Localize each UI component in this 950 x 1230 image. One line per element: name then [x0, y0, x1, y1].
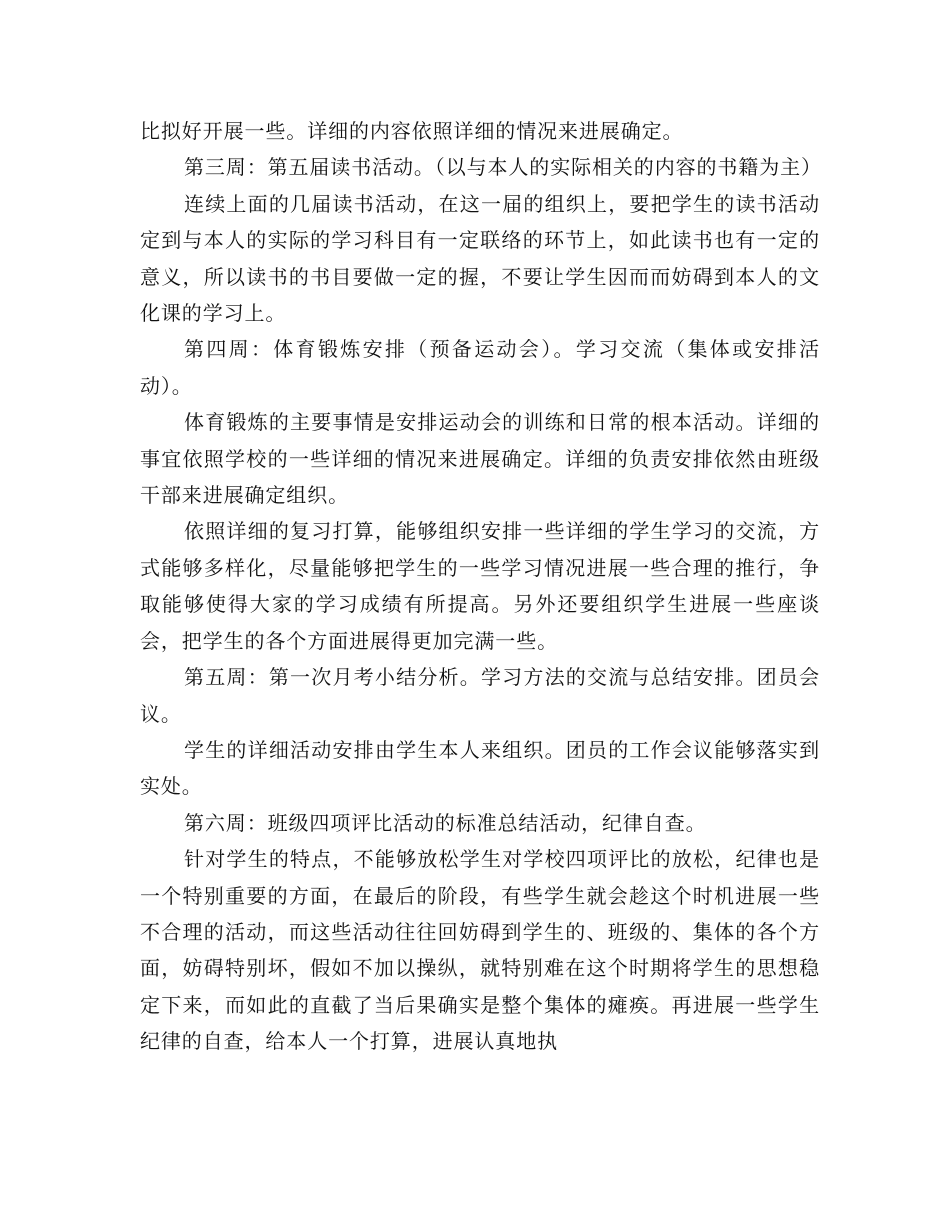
- paragraph-discipline: 针对学生的特点，不能够放松学生对学校四项评比的放松，纪律也是一个特别重要的方面，在最后的阶段，有些学生就会趁这个时机进展一些不合理的活动，而这些活动往往回妨碍到学生的、班级的、集体的各个方面，妨碍特别坏，假如不加以操纵，就特别难在这个时期将学生的思想稳定下来，而如此的直截了当后果确实是整个集体的瘫痪。再进展一些学生纪律的自查，给本人一个打算，进展认真地执: [140, 847, 820, 1054]
- paragraph-sports: 体育锻炼的主要事情是安排运动会的训练和日常的根本活动。详细的事宜依照学校的一些详细的情况来进展确定。详细的负责安排依然由班级干部来进展确定组织。: [140, 410, 820, 508]
- paragraph-reading-activity: 连续上面的几届读书活动，在这一届的组织上，要把学生的读书活动定到与本人的实际的学习科目有一定联络的环节上，如此读书也有一定的意义，所以读书的书目要做一定的握，不要让学生因而而妨碍到本人的文化课的学习上。: [140, 191, 820, 326]
- paragraph-week6-heading: 第六周：班级四项评比活动的标准总结活动，纪律自查。: [184, 810, 707, 835]
- paragraph-league-meeting: 学生的详细活动安排由学生本人来组织。团员的工作会议能够落实到实处。: [140, 737, 820, 799]
- paragraph-study-exchange: 依照详细的复习打算，能够组织安排一些详细的学生学习的交流，方式能够多样化，尽量能够把学生的一些学习情况进展一些合理的推行，争取能够使得大家的学习成绩有所提高。另外还要组织学生进展一些座谈会，把学生的各个方面进展得更加完满一些。: [140, 519, 820, 653]
- paragraph-week3-heading: 第三周：第五届读书活动。（以与本人的实际相关的内容的书籍为主）: [184, 155, 822, 180]
- paragraph-week5-heading: 第五周：第一次月考小结分析。学习方法的交流与总结安排。团员会议。: [140, 665, 820, 726]
- paragraph-continued: 比拟好开展一些。详细的内容依照详细的情况来进展确定。: [140, 119, 684, 143]
- paragraph-week4-heading: 第四周：体育锻炼安排（预备运动会）。学习交流（集体或安排活动）。: [140, 337, 820, 398]
- document-body: [140, 113, 820, 1060]
